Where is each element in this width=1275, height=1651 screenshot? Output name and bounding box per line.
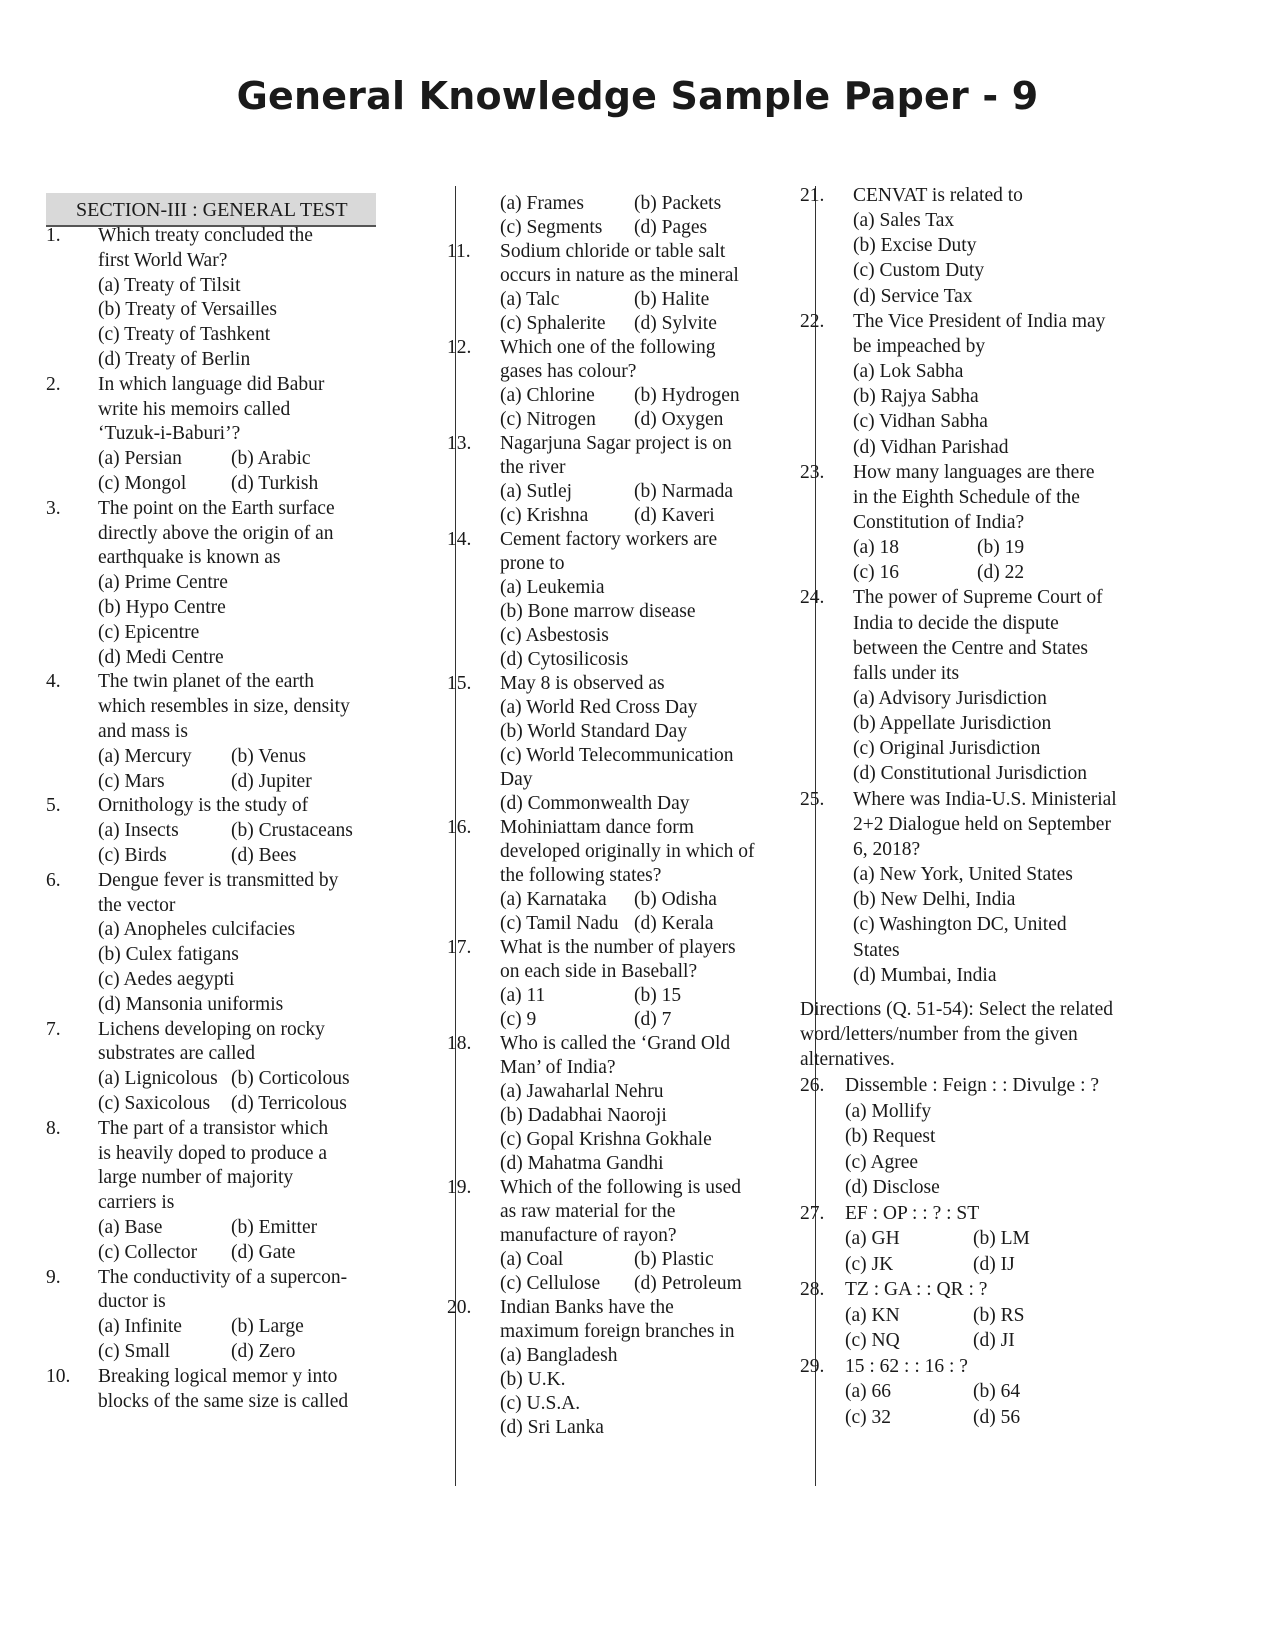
option: (c) NQ (845, 1330, 900, 1351)
option: (d) Zero (231, 1341, 296, 1362)
question-text: Which one of the following (500, 337, 716, 358)
question-text: developed originally in which of (500, 841, 755, 862)
question-text: Where was India-U.S. Ministerial (853, 788, 1117, 810)
question-number: 6. (46, 869, 61, 891)
option: (d) IJ (973, 1253, 1015, 1275)
question-text: The point on the Earth surface (98, 497, 335, 519)
question-number: 14. (447, 529, 472, 550)
directions-text: Directions (Q. 51-54): Select the related (800, 999, 1113, 1020)
option: (b) Plastic (634, 1249, 714, 1270)
question-text: Lichens developing on rocky (98, 1018, 325, 1040)
option: (d) 7 (634, 1009, 672, 1030)
question-number: 4. (46, 671, 61, 693)
option: (a) Sales Tax (853, 210, 955, 232)
option: (b) Hydrogen (634, 385, 740, 406)
question-number: 24. (800, 587, 825, 609)
option: (c) Aedes aegypti (98, 969, 235, 990)
option: (b) U.K. (500, 1369, 566, 1390)
question-number: 28. (800, 1279, 825, 1300)
option: (c) 32 (845, 1406, 892, 1428)
option: (a) 18 (853, 537, 900, 559)
question-number: 29. (800, 1355, 825, 1377)
option: (c) Birds (98, 845, 167, 866)
option: (c) Cellulose (500, 1273, 601, 1294)
question-text: The part of a transistor which (98, 1117, 329, 1139)
option: (d) Terricolous (231, 1093, 347, 1114)
option: (a) GH (845, 1228, 900, 1249)
option: (d) Petroleum (634, 1273, 742, 1294)
directions-text: alternatives. (800, 1049, 895, 1071)
question-text: Ornithology is the study of (98, 795, 309, 817)
question-number: 15. (447, 673, 472, 694)
question-number: 2. (46, 373, 61, 395)
option: (b) Culex fatigans (98, 944, 239, 966)
option: (c) Small (98, 1341, 171, 1362)
question-text: write his memoirs called (98, 398, 291, 420)
question-text: prone to (500, 553, 565, 574)
option: (a) Persian (98, 448, 182, 470)
option: (b) Appellate Jurisdiction (853, 713, 1052, 735)
question-text: How many languages are there (853, 461, 1095, 483)
question-text: first World War? (98, 249, 228, 271)
option: (a) Talc (500, 289, 560, 310)
option: (b) 64 (973, 1381, 1021, 1402)
option: (b) RS (973, 1304, 1025, 1326)
option: (a) Anopheles culcifacies (98, 919, 296, 941)
question-text: directly above the origin of an (98, 522, 334, 544)
option: (d) Sri Lanka (500, 1417, 604, 1438)
option: (b) Venus (231, 745, 306, 767)
directions-text: word/letters/number from the given (800, 1024, 1078, 1046)
option: (a) Lok Sabha (853, 361, 964, 383)
question-number: 5. (46, 795, 61, 817)
option: (a) Lignicolous (98, 1068, 218, 1090)
question-text: The Vice President of India may (853, 310, 1106, 332)
option: (b) LM (973, 1228, 1030, 1249)
option: (b) Crustaceans (231, 820, 353, 842)
question-text: Dissemble : Feign : : Divulge : ? (845, 1075, 1100, 1096)
option: (d) Cytosilicosis (500, 649, 629, 670)
question-text: between the Centre and States (853, 637, 1088, 659)
option: (b) Halite (634, 289, 710, 310)
option: (a) Prime Centre (98, 572, 228, 594)
option: (d) Turkish (231, 473, 319, 494)
option: (c) Saxicolous (98, 1093, 211, 1114)
option: (a) World Red Cross Day (500, 697, 698, 718)
option: (c) Segments (500, 217, 603, 238)
option: (c) Asbestosis (500, 625, 609, 646)
option: (a) Mercury (98, 745, 192, 767)
option: (c) U.S.A. (500, 1393, 581, 1414)
option: (b) Rajya Sabha (853, 386, 979, 408)
question-number: 11. (447, 241, 471, 262)
option: (a) Advisory Jurisdiction (853, 688, 1047, 709)
option: (d) Jupiter (231, 770, 312, 792)
option: (b) Corticolous (231, 1068, 350, 1090)
option: (d) Kerala (634, 913, 714, 934)
question-text: 6, 2018? (853, 838, 921, 860)
section-header: SECTION-III : GENERAL TEST (46, 193, 376, 227)
option: (b) Emitter (231, 1217, 318, 1238)
option: (c) Original Jurisdiction (853, 738, 1041, 760)
question-text: occurs in nature as the mineral (500, 265, 739, 286)
option: (a) 66 (845, 1381, 892, 1402)
question-number: 26. (800, 1075, 825, 1096)
question-number: 18. (447, 1033, 472, 1054)
option: (d) Commonwealth Day (500, 793, 690, 814)
option: (b) Arabic (231, 448, 311, 470)
question-number: 16. (447, 817, 472, 838)
option: (b) Bone marrow disease (500, 601, 696, 622)
question-number: 13. (447, 433, 472, 454)
option: (b) Hypo Centre (98, 597, 226, 618)
option: (a) KN (845, 1304, 900, 1326)
question-text: May 8 is observed as (500, 673, 665, 694)
option: (d) 22 (977, 562, 1025, 584)
option: (d) Gate (231, 1241, 296, 1263)
option: (c) Mongol (98, 473, 187, 494)
option: (a) Sutlej (500, 481, 573, 502)
question-text: 2+2 Dialogue held on September (853, 813, 1111, 835)
question-number: 12. (447, 337, 472, 358)
option: (d) Vidhan Parishad (853, 436, 1009, 458)
option: (b) 19 (977, 537, 1025, 559)
option: (b) 15 (634, 985, 682, 1006)
question-text: The twin planet of the earth (98, 671, 315, 693)
option: (c) Mars (98, 770, 165, 792)
question-text: TZ : GA : : QR : ? (845, 1279, 988, 1300)
question-text: ‘Tuzuk-i-Baburi’? (98, 423, 241, 445)
option: (c) Collector (98, 1241, 198, 1263)
option: (a) Infinite (98, 1316, 182, 1338)
option: (d) 56 (973, 1406, 1021, 1428)
option: (d) Kaveri (634, 505, 715, 526)
question-text: EF : OP : : ? : ST (845, 1202, 980, 1224)
question-text: Constitution of India? (853, 511, 1025, 533)
option: (d) Oxygen (634, 409, 724, 430)
option: (b) Packets (634, 193, 722, 214)
option: (d) Service Tax (853, 285, 973, 307)
option: (d) Treaty of Berlin (98, 349, 251, 370)
question-number: 25. (800, 788, 825, 810)
question-text: substrates are called (98, 1043, 256, 1065)
question-text: and mass is (98, 721, 188, 742)
option: (b) Dadabhai Naoroji (500, 1105, 667, 1126)
option: (c) Treaty of Tashkent (98, 324, 271, 346)
option: (c) Vidhan Sabha (853, 411, 988, 433)
question-text: as raw material for the (500, 1201, 676, 1222)
option: (d) JI (973, 1330, 1015, 1351)
question-number: 1. (46, 225, 61, 246)
question-text: be impeached by (853, 335, 986, 357)
option: (b) Narmada (634, 481, 734, 502)
question-text: is heavily doped to produce a (98, 1142, 328, 1164)
question-text: Who is called the ‘Grand Old (500, 1033, 731, 1054)
question-number: 20. (447, 1297, 472, 1318)
question-text: India to decide the dispute (853, 612, 1059, 634)
question-number: 7. (46, 1018, 61, 1040)
option: (a) Leukemia (500, 577, 605, 598)
question-text: Which of the following is used (500, 1177, 741, 1198)
option: (a) Base (98, 1217, 163, 1238)
question-text: Mohiniattam dance form (500, 817, 694, 838)
question-number: 10. (46, 1365, 71, 1387)
option: Day (500, 769, 533, 790)
option: (c) 9 (500, 1009, 537, 1030)
question-text: the river (500, 457, 566, 478)
option: (d) Mansonia uniformis (98, 993, 284, 1015)
question-text: in the Eighth Schedule of the (853, 486, 1080, 508)
question-number: 22. (800, 310, 825, 332)
question-text: on each side in Baseball? (500, 961, 698, 982)
question-text: Which treaty concluded the (98, 225, 313, 246)
question-text: In which language did Babur (98, 373, 325, 395)
option: (b) Large (231, 1316, 304, 1338)
option: (d) Constitutional Jurisdiction (853, 763, 1087, 785)
option: (c) Gopal Krishna Gokhale (500, 1129, 712, 1150)
question-text: maximum foreign branches in (500, 1321, 735, 1342)
option: (c) Agree (845, 1151, 919, 1173)
option: (a) Chlorine (500, 385, 595, 406)
option: (a) Bangladesh (500, 1345, 618, 1366)
question-number: 27. (800, 1202, 825, 1224)
option: (c) Sphalerite (500, 313, 606, 334)
option: (b) Treaty of Versailles (98, 299, 277, 321)
option: (a) Insects (98, 820, 179, 842)
question-text: The conductivity of a supercon- (98, 1266, 348, 1288)
option: (c) JK (845, 1253, 894, 1275)
question-text: Cement factory workers are (500, 529, 718, 550)
question-text: Dengue fever is transmitted by (98, 869, 339, 891)
option: (d) Bees (231, 845, 297, 866)
option: (c) World Telecommunication (500, 745, 734, 766)
option: (a) Frames (500, 193, 584, 214)
question-number: 9. (46, 1266, 61, 1288)
option: (d) Sylvite (634, 313, 717, 334)
question-text: 15 : 62 : : 16 : ? (845, 1355, 968, 1377)
option: (a) 11 (500, 985, 546, 1006)
question-text: which resembles in size, density (98, 696, 350, 718)
question-text: earthquake is known as (98, 547, 281, 569)
option: (a) Mollify (845, 1100, 932, 1122)
question-text: large number of majority (98, 1167, 294, 1189)
option: (a) New York, United States (853, 864, 1073, 886)
question-text: The power of Supreme Court of (853, 587, 1103, 609)
option: (d) Pages (634, 217, 708, 238)
option: (c) Tamil Nadu (500, 913, 619, 934)
option: (c) Nitrogen (500, 409, 596, 430)
question-text: blocks of the same size is called (98, 1390, 349, 1412)
option: (b) Request (845, 1126, 936, 1147)
option: (c) 16 (853, 562, 900, 584)
question-number: 23. (800, 461, 825, 483)
question-text: falls under its (853, 662, 960, 684)
option: (c) Epicentre (98, 621, 200, 643)
question-number: 8. (46, 1117, 61, 1139)
question-text: the vector (98, 894, 176, 916)
option: (d) Disclose (845, 1177, 940, 1198)
question-text: manufacture of rayon? (500, 1225, 677, 1246)
question-text: Nagarjuna Sagar project is on (500, 433, 732, 454)
option: (c) Washington DC, United (853, 914, 1067, 936)
option: (b) New Delhi, India (853, 889, 1016, 911)
option: (a) Treaty of Tilsit (98, 274, 241, 296)
option: (c) Krishna (500, 505, 589, 526)
option: (a) Karnataka (500, 889, 607, 910)
option: (c) Custom Duty (853, 260, 985, 282)
option: (b) Excise Duty (853, 235, 977, 257)
question-text: carriers is (98, 1192, 175, 1214)
question-text: the following states? (500, 865, 662, 886)
question-text: ductor is (98, 1291, 166, 1313)
question-number: 17. (447, 937, 472, 958)
question-text: Man’ of India? (500, 1057, 616, 1078)
option: (a) Jawaharlal Nehru (500, 1081, 664, 1102)
question-text: CENVAT is related to (853, 185, 1023, 206)
option: States (853, 939, 900, 961)
question-number: 21. (800, 185, 825, 206)
option: (b) Odisha (634, 889, 717, 910)
question-text: What is the number of players (500, 937, 736, 958)
question-text: Breaking logical memor y into (98, 1365, 338, 1387)
question-text: Indian Banks have the (500, 1297, 674, 1318)
question-text: Sodium chloride or table salt (500, 241, 726, 262)
option: (d) Mahatma Gandhi (500, 1153, 664, 1174)
page-title: General Knowledge Sample Paper - 9 (236, 74, 1039, 118)
option: (d) Mumbai, India (853, 964, 997, 986)
question-number: 19. (447, 1177, 472, 1198)
question-text: gases has colour? (500, 361, 637, 382)
option: (d) Medi Centre (98, 646, 224, 668)
question-number: 3. (46, 497, 61, 519)
option: (a) Coal (500, 1249, 564, 1270)
option: (b) World Standard Day (500, 721, 688, 742)
